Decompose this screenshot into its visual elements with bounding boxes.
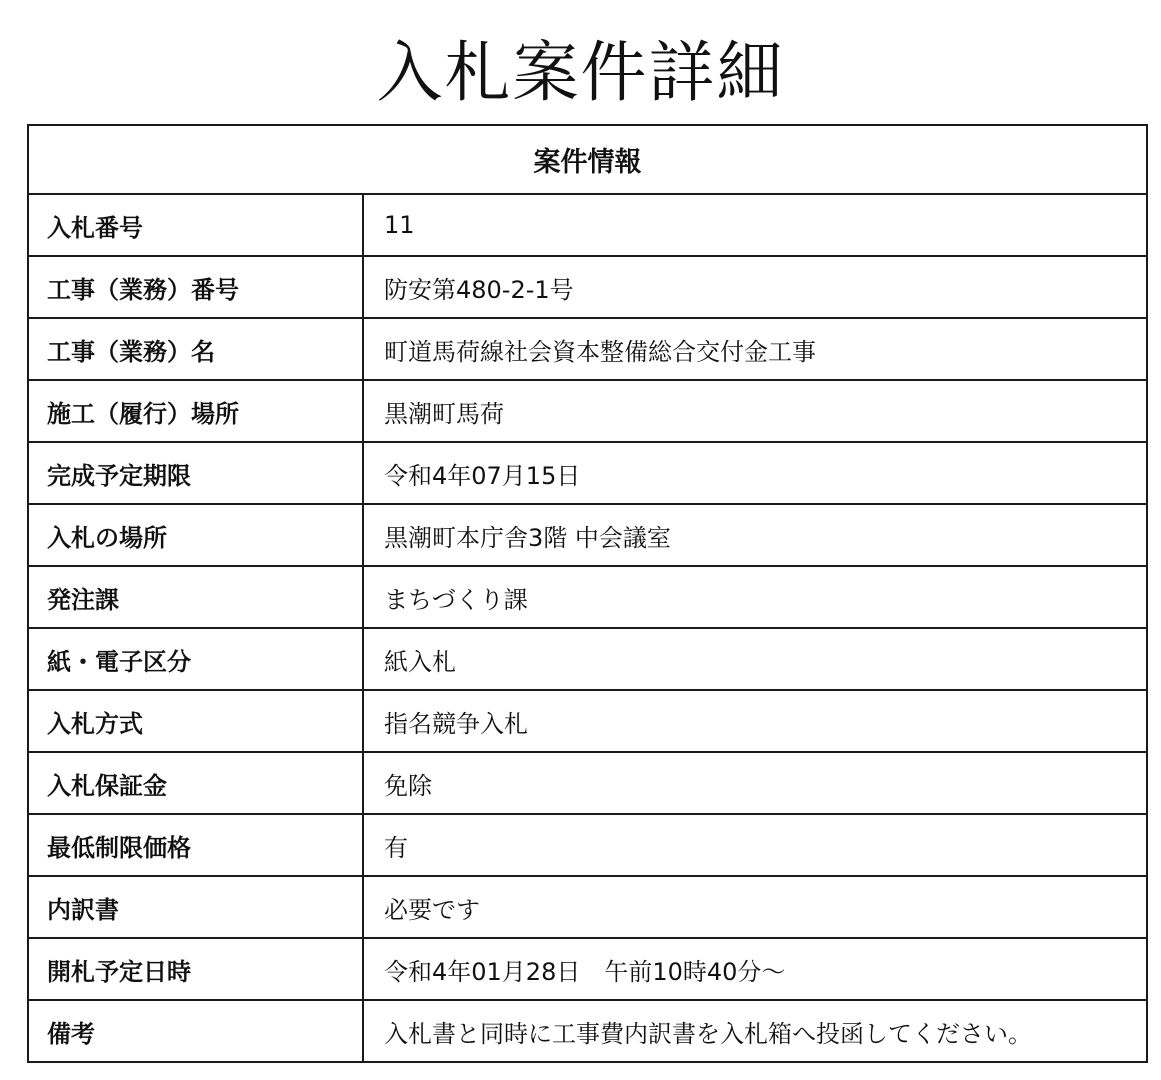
row-value: 紙入札 (363, 628, 1147, 690)
row-label: 施工（履行）場所 (28, 380, 363, 442)
row-label: 完成予定期限 (28, 442, 363, 504)
row-label: 紙・電子区分 (28, 628, 363, 690)
row-value: 免除 (363, 752, 1147, 814)
row-value: 令和4年07月15日 (363, 442, 1147, 504)
row-value: 有 (363, 814, 1147, 876)
table-row (28, 256, 1147, 318)
row-value: 町道馬荷線社会資本整備総合交付金工事 (363, 318, 1147, 380)
table-row (28, 380, 1147, 442)
row-label: 最低制限価格 (28, 814, 363, 876)
row-label: 開札予定日時 (28, 938, 363, 1000)
row-label: 工事（業務）名 (28, 318, 363, 380)
row-label: 発注課 (28, 566, 363, 628)
row-value: 黒潮町本庁舎3階 中会議室 (363, 504, 1147, 566)
row-label: 内訳書 (28, 876, 363, 938)
table-row (28, 194, 1147, 256)
row-label: 入札方式 (28, 690, 363, 752)
table-row (28, 876, 1147, 938)
row-value: 黒潮町馬荷 (363, 380, 1147, 442)
table-row (28, 752, 1147, 814)
table-row (28, 628, 1147, 690)
row-label: 入札番号 (28, 194, 363, 256)
table-heading: 案件情報 (28, 125, 1147, 194)
table-row (28, 504, 1147, 566)
row-value: 11 (363, 194, 1147, 256)
row-value: 防安第480-2-1号 (363, 256, 1147, 318)
table-row (28, 690, 1147, 752)
row-value: 指名競争入札 (363, 690, 1147, 752)
page-title: 入札案件詳細 (376, 34, 785, 111)
table-header-row (28, 125, 1147, 194)
bid-info-table (27, 124, 1148, 1063)
table-row (28, 1000, 1147, 1062)
table-row (28, 442, 1147, 504)
row-value: 必要です (363, 876, 1147, 938)
row-value: 入札書と同時に工事費内訳書を入札箱へ投函してください。 (363, 1000, 1147, 1062)
table-row (28, 814, 1147, 876)
table-row (28, 318, 1147, 380)
row-value: 令和4年01月28日 午前10時40分～ (363, 938, 1147, 1000)
row-label: 備考 (28, 1000, 363, 1062)
table-row (28, 566, 1147, 628)
row-label: 工事（業務）番号 (28, 256, 363, 318)
table-row (28, 938, 1147, 1000)
row-label: 入札保証金 (28, 752, 363, 814)
row-label: 入札の場所 (28, 504, 363, 566)
row-value: まちづくり課 (363, 566, 1147, 628)
